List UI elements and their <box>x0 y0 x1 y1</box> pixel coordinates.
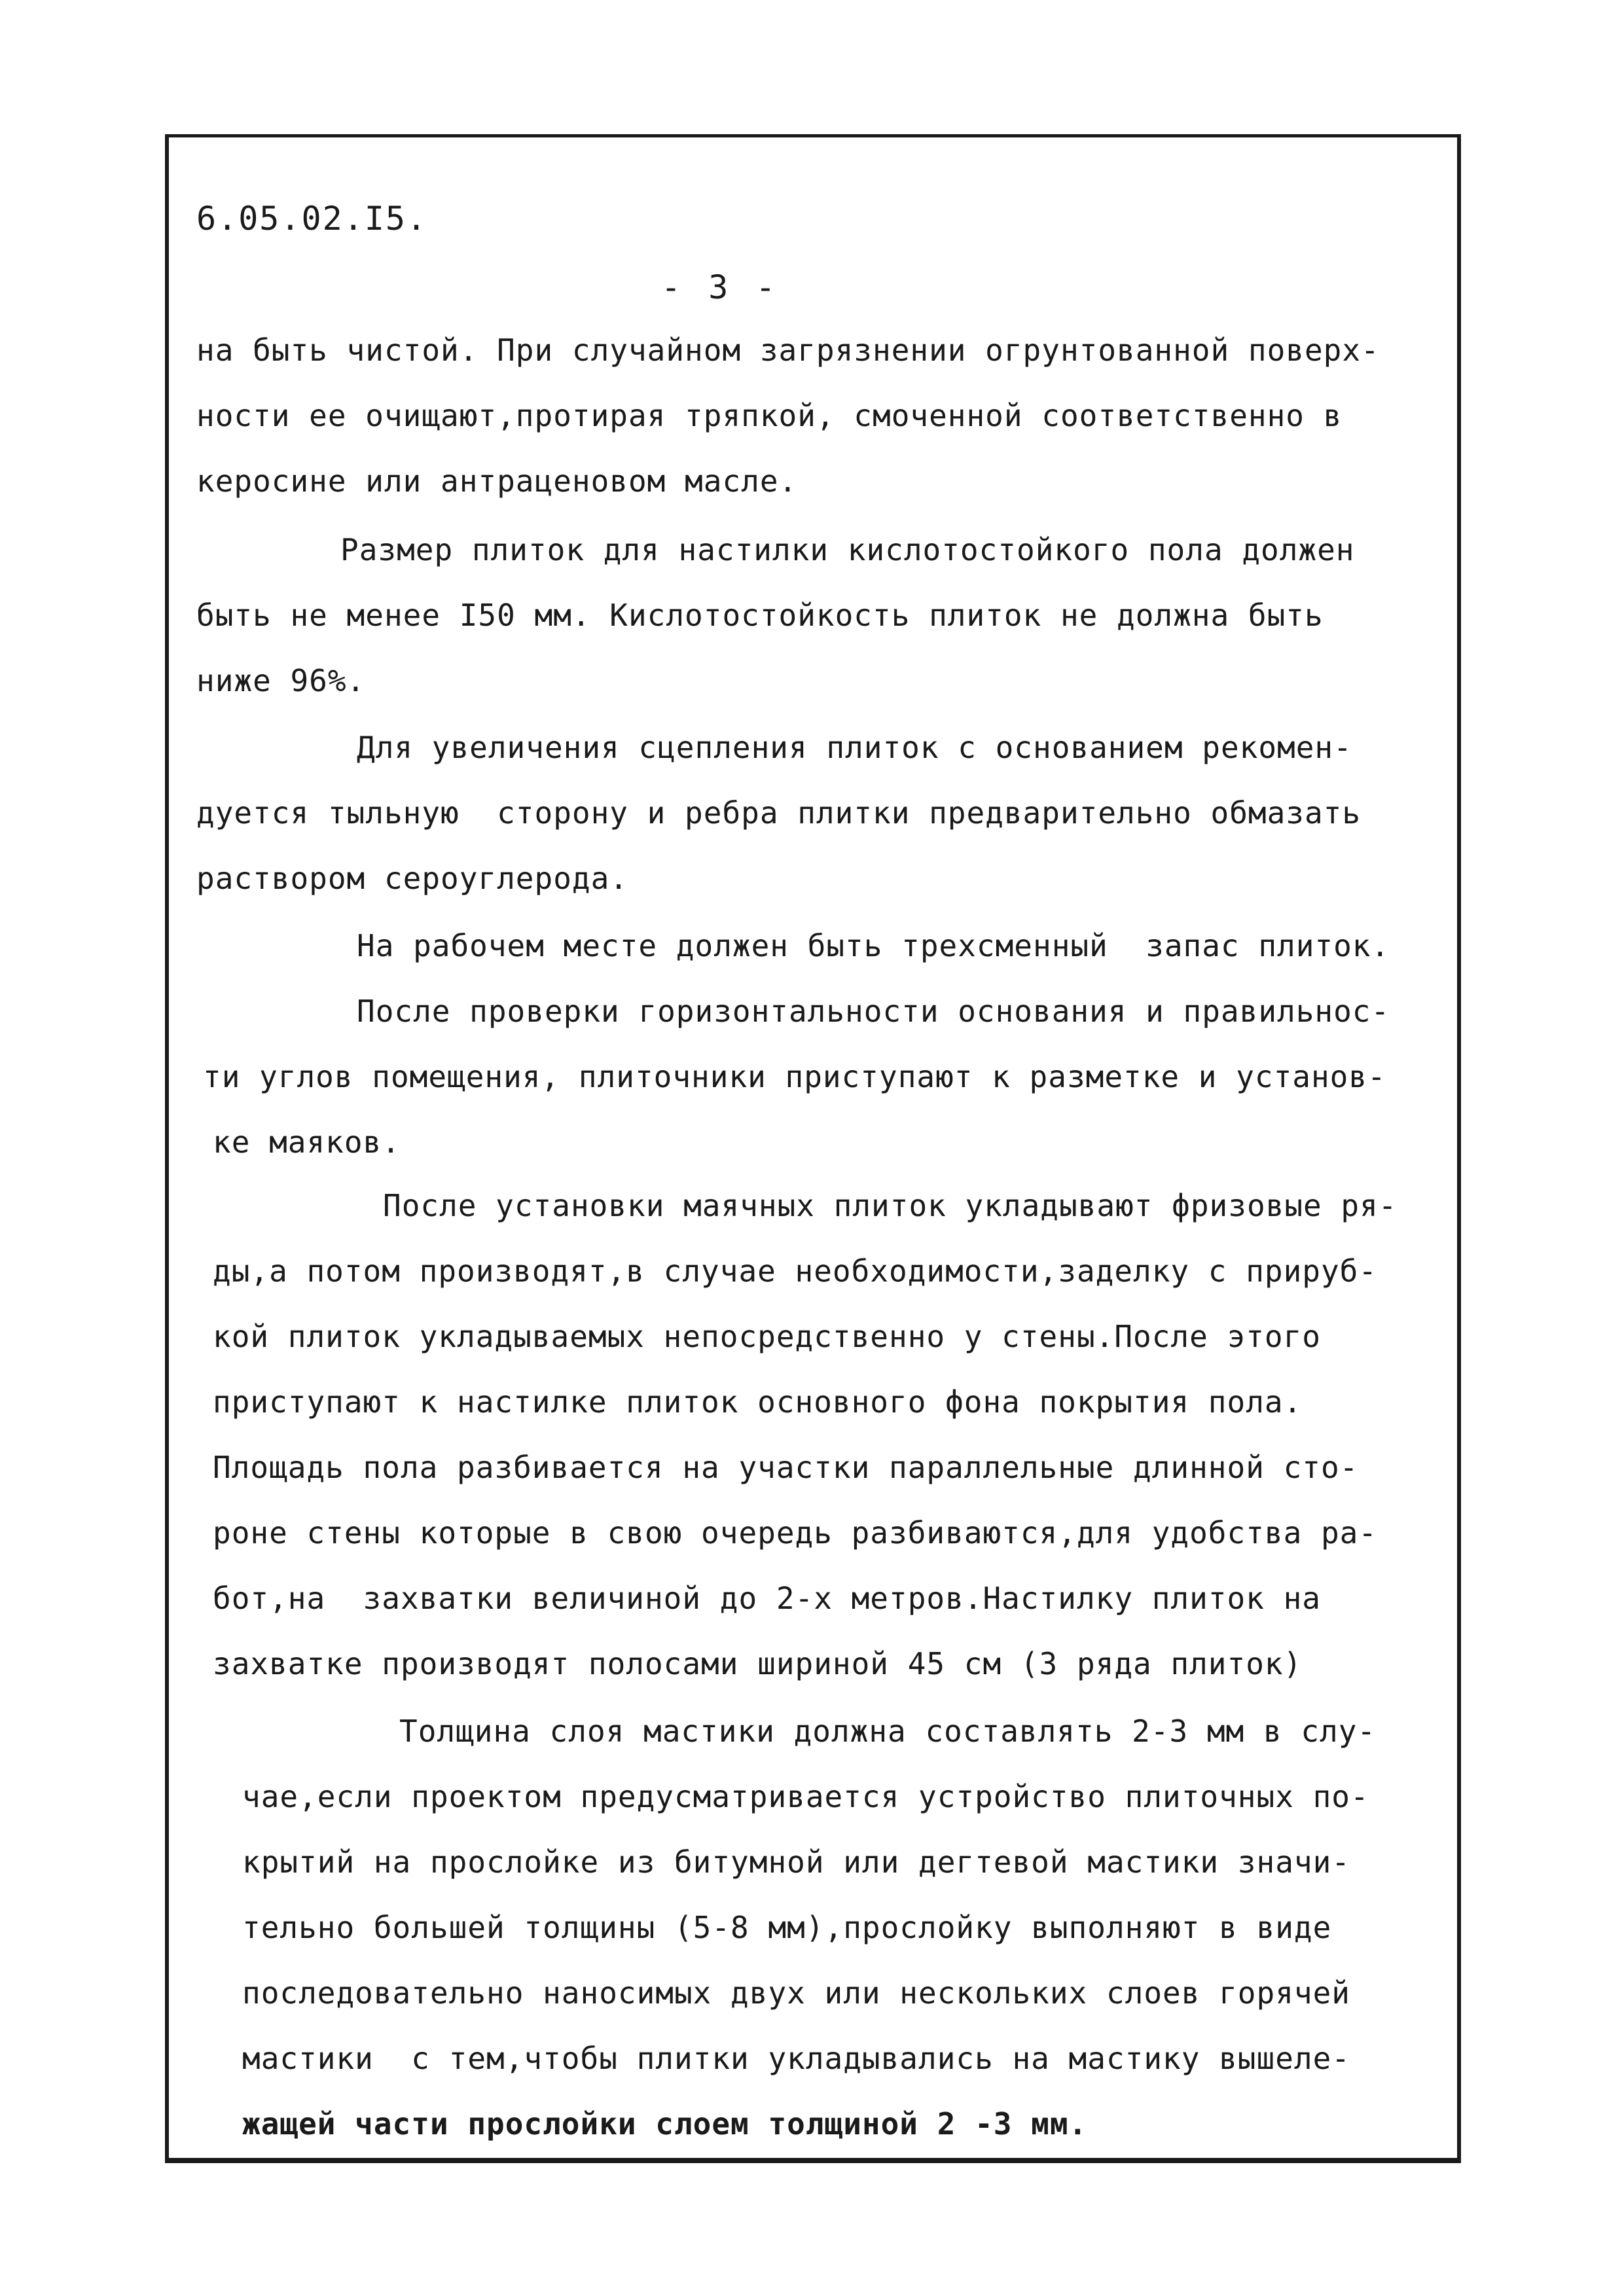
text-line: жащей части прослойки слоем толщиной 2 -3 мм. <box>242 2106 1088 2142</box>
text-line: После установки маячных плиток укладывают фризовые ря- <box>383 1188 1398 1223</box>
text-line: крытий на прослойке из битумной или дегтевой мастики значи- <box>242 1844 1350 1880</box>
text-line: ти углов помещения, плиточники приступают к разметке и установ- <box>203 1059 1386 1094</box>
text-line: кой плиток укладываемых непосредственно у стены.После этого <box>213 1319 1321 1354</box>
text-line: На рабочем месте должен быть трехсменный запас плиток. <box>357 928 1390 963</box>
text-line: дуется тыльную сторону и ребра плитки предварительно обмазать <box>196 795 1362 831</box>
text-line: быть не менее I50 мм. Кислотостойкость плиток не должна быть <box>196 598 1324 633</box>
text-line: Для увеличения сцепления плиток с основанием рекомен- <box>357 730 1352 765</box>
text-line: ниже 96%. <box>196 663 366 698</box>
text-line: После проверки горизонтальности основания и правильнос- <box>357 994 1390 1029</box>
text-line: ности ее очищают,протирая тряпкой, смоченной соответственно в <box>196 398 1343 433</box>
text-line: тельно большей толщины (5-8 мм),прослойку выполняют в виде <box>242 1910 1332 1945</box>
text-line: последовательно наносимых двух или нескольких слоев горячей <box>242 1975 1350 2011</box>
text-line: Толщина слоя мастики должна составлять 2-3 мм в слу- <box>399 1713 1377 1749</box>
text-line: захватке производят полосами шириной 45 см (3 ряда плиток) <box>213 1646 1303 1681</box>
text-line: Площадь пола разбивается на участки параллельные длинной сто- <box>213 1450 1359 1485</box>
text-line: Размер плиток для настилки кислотостойкого пола должен <box>340 532 1355 567</box>
text-line: приступают к настилке плиток основного фона покрытия пола. <box>213 1384 1303 1420</box>
text-line: на быть чистой. При случайном загрязнении огрунтованной поверх- <box>196 332 1380 368</box>
text-line: роне стены которые в свою очередь разбиваются,для удобства ра- <box>213 1515 1378 1551</box>
text-line: бот,на захватки величиной до 2-х метров.Настилку плиток на <box>213 1581 1321 1616</box>
text-line: ке маяков. <box>213 1124 401 1160</box>
text-line: керосине или антраценовом масле. <box>196 463 798 499</box>
page-number: - 3 - <box>661 268 780 306</box>
text-line: чае,если проектом предусматривается устройство плиточных по- <box>242 1779 1369 1814</box>
text-line: ды,а потом производят,в случае необходимости,заделку с прируб- <box>213 1253 1378 1289</box>
document-code: 6.05.02.I5. <box>196 200 428 238</box>
text-line: раствором сероуглерода. <box>196 861 628 896</box>
text-line: мастики с тем,чтобы плитки укладывались на мастику вышеле- <box>242 2041 1350 2076</box>
